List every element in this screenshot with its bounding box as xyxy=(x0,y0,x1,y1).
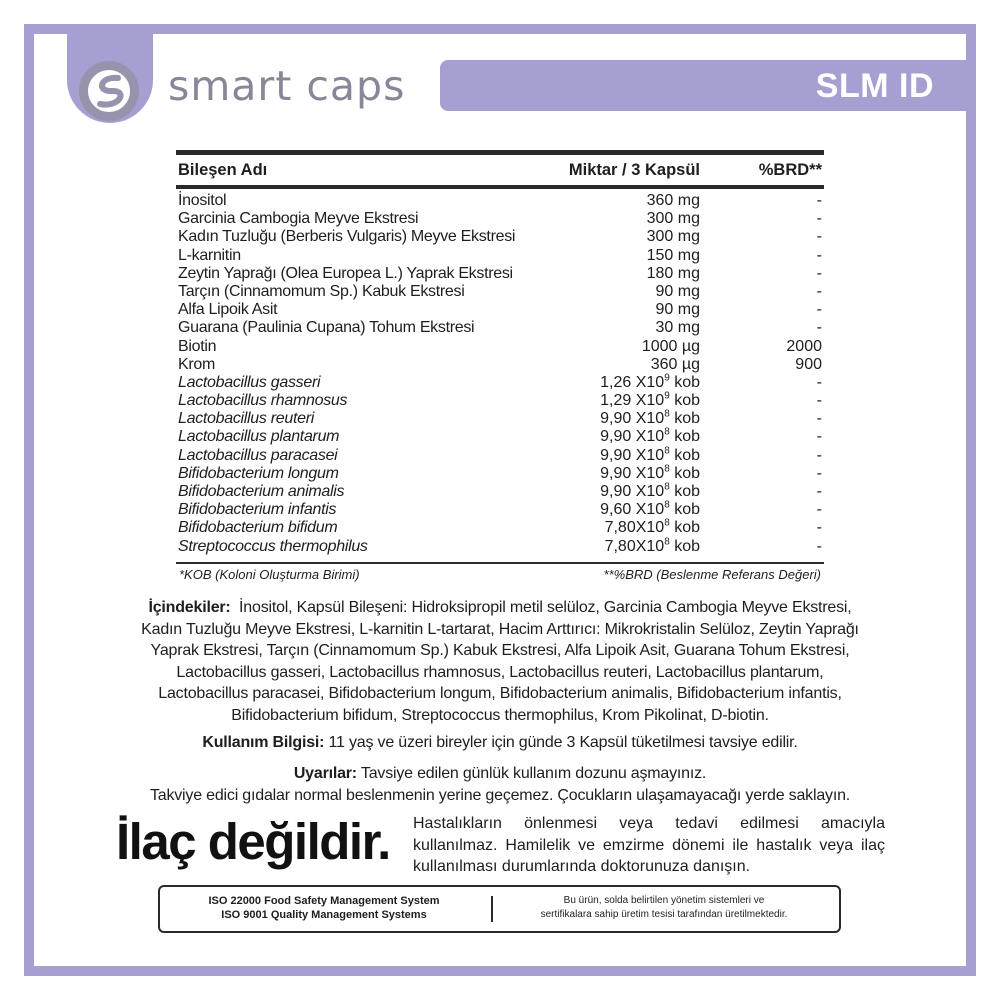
amount-unit: kob xyxy=(669,428,700,446)
product-name: SLM ID xyxy=(815,67,934,105)
iso-list xyxy=(180,894,468,922)
table-row xyxy=(176,319,824,337)
ingredient-name: L-karnitin xyxy=(178,246,241,264)
ingredient-amount xyxy=(534,374,700,392)
ingredient-brd: - xyxy=(816,537,822,555)
ingredients-line: Yaprak Ekstresi, Tarçın (Cinnamomum Sp.) Kabuk Ekstresi, Alfa Lipoik Asit, Guarana Tohum Ekstresi, xyxy=(150,642,850,659)
usage-section xyxy=(70,732,930,754)
column-header-brd: %BRD** xyxy=(758,160,822,179)
ingredient-name: Kadın Tuzluğu (Berberis Vulgaris) Meyve Ekstresi xyxy=(178,228,516,246)
ingredient-brd: - xyxy=(816,428,822,446)
usage-text: 11 yaş ve üzeri bireyler için günde 3 Kapsül tüketilmesi tavsiye edilir. xyxy=(328,734,798,751)
iso-22000: ISO 22000 Food Safety Management System xyxy=(208,895,440,907)
table-row xyxy=(176,465,824,483)
ingredient-amount xyxy=(534,538,700,556)
table-rule-bottom xyxy=(176,562,824,564)
ingredient-brd: - xyxy=(816,483,822,500)
amount-base: 9,60 X10 xyxy=(600,501,665,519)
table-row xyxy=(176,538,824,556)
ingredient-brd: - xyxy=(816,519,822,537)
ingredient-name: Garcinia Cambogia Meyve Ekstresi xyxy=(178,210,419,228)
ingredients-line: İnositol, Kapsül Bileşeni: Hidroksipropil metil selüloz, Garcinia Cambogia Meyve Ekstresi, xyxy=(239,599,852,616)
amount-unit: kob xyxy=(669,464,700,482)
ingredient-amount xyxy=(534,410,700,428)
column-header-name: Bileşen Adı xyxy=(178,160,268,179)
table-row xyxy=(176,428,824,446)
brand-name: smart caps xyxy=(168,62,406,110)
table-row xyxy=(176,356,824,374)
amount-base: 9,90 X10 xyxy=(600,464,665,482)
ingredient-amount xyxy=(534,428,700,446)
amount-base: 1,26 X10 xyxy=(600,373,665,391)
ingredient-brd: - xyxy=(816,301,822,319)
ingredient-name: Lactobacillus gasseri xyxy=(178,373,321,391)
amount-exponent: 8 xyxy=(664,518,670,530)
ingredient-name: Guarana (Paulinia Cupana) Tohum Ekstresi xyxy=(178,319,475,337)
table-row xyxy=(176,501,824,519)
table-row xyxy=(176,210,824,228)
ingredient-amount: 360 mg xyxy=(646,192,700,209)
ingredient-amount xyxy=(534,447,700,465)
logo-icon xyxy=(79,61,139,121)
certification-note xyxy=(505,894,823,922)
amount-base: 9,90 X10 xyxy=(600,428,665,446)
certification-box xyxy=(158,885,841,933)
amount-exponent: 8 xyxy=(664,499,670,511)
amount-base: 9,90 X10 xyxy=(600,410,665,428)
ingredient-brd: - xyxy=(816,373,822,391)
amount-base: 7,80X10 xyxy=(604,537,665,555)
product-bar xyxy=(440,60,968,111)
amount-unit: kob xyxy=(669,519,700,537)
amount-unit: kob xyxy=(669,537,700,555)
ingredient-name: Krom xyxy=(178,355,216,373)
ingredient-name: Tarçın (Cinnamomum Sp.) Kabuk Ekstresi xyxy=(178,282,465,300)
amount-unit: kob xyxy=(669,373,700,391)
ingredient-name: Bifidobacterium infantis xyxy=(178,501,337,519)
ingredient-name: Lactobacillus plantarum xyxy=(178,428,340,446)
amount-unit: kob xyxy=(669,446,700,464)
ingredients-label: İçindekiler: xyxy=(148,599,231,616)
ingredients-section xyxy=(70,597,930,726)
ingredient-amount: 30 mg xyxy=(655,319,700,337)
ingredient-brd: - xyxy=(816,410,822,428)
ingredient-name: Zeytin Yaprağı (Olea Europea L.) Yaprak Ekstresi xyxy=(178,264,513,282)
ingredients-line: Lactobacillus gasseri, Lactobacillus rhamnosus, Lactobacillus reuteri, Lactobacillus plantarum, xyxy=(176,663,824,681)
column-header-amount: Miktar / 3 Kapsül xyxy=(568,160,700,179)
certification-note-line: sertifikalara sahip üretim tesisi tarafından üretilmektedir. xyxy=(540,909,788,920)
ingredient-brd: - xyxy=(816,392,822,410)
table-row xyxy=(176,283,824,301)
ingredient-brd: - xyxy=(816,192,822,209)
ingredient-amount: 90 mg xyxy=(655,301,700,319)
ingredient-brd: - xyxy=(816,319,822,337)
usage-label: Kullanım Bilgisi: xyxy=(202,734,325,751)
table-row xyxy=(176,192,824,210)
ingredient-brd: - xyxy=(816,264,822,282)
ingredient-name: İnositol xyxy=(178,192,227,209)
ingredient-amount: 300 mg xyxy=(646,210,700,228)
ingredient-amount: 300 mg xyxy=(646,228,700,246)
ingredient-brd: - xyxy=(816,446,822,464)
ingredient-brd: - xyxy=(816,464,822,482)
nutrition-table xyxy=(176,150,824,582)
ingredient-name: Lactobacillus reuteri xyxy=(178,410,314,428)
table-row xyxy=(176,265,824,283)
ingredient-name: Lactobacillus paracasei xyxy=(178,446,338,464)
divider xyxy=(491,896,493,922)
ingredient-amount xyxy=(534,519,700,537)
footnote-kob: *KOB (Koloni Oluşturma Birimi) xyxy=(179,566,360,582)
ingredient-brd: 2000 xyxy=(786,337,822,355)
table-row xyxy=(176,447,824,465)
ingredient-name: Lactobacillus rhamnosus xyxy=(178,392,348,410)
amount-unit: kob xyxy=(669,483,700,500)
ingredient-name: Streptococcus thermophilus xyxy=(178,537,368,555)
ingredient-brd: - xyxy=(816,246,822,264)
ingredient-amount xyxy=(534,501,700,519)
ingredients-line: Lactobacillus paracasei, Bifidobacterium longum, Bifidobacterium animalis, Bifidobacterium infantis, xyxy=(158,685,842,702)
amount-unit: kob xyxy=(669,501,700,519)
amount-exponent: 9 xyxy=(664,372,670,384)
table-row xyxy=(176,519,824,537)
warnings-section xyxy=(70,763,930,806)
amount-exponent: 8 xyxy=(664,445,670,457)
amount-exponent: 8 xyxy=(664,536,670,548)
amount-base: 7,80X10 xyxy=(604,519,665,537)
ingredients-line: Kadın Tuzluğu Meyve Ekstresi, L-karnitin L-tartarat, Hacim Arttırıcı: Mikrokristalin Selüloz, Zeytin Yaprağı xyxy=(141,620,859,638)
ingredients-line: Bifidobacterium bifidum, Streptococcus thermophilus, Krom Pikolinat, D-biotin. xyxy=(231,706,769,724)
ingredient-brd: - xyxy=(816,210,822,228)
ingredient-name: Bifidobacterium bifidum xyxy=(178,519,338,537)
not-medicine-text: Hastalıkların önlenmesi veya tedavi edilmesi amacıyla kullanılmaz. Hamilelik ve emzirme dönemi ile hastalık veya ilaç kullanılması durumlarında doktorunuza danışın. xyxy=(413,815,885,875)
ingredient-brd: 900 xyxy=(795,355,822,373)
table-body xyxy=(176,189,824,556)
table-footnotes xyxy=(176,567,824,582)
warnings-line: Takviye edici gıdalar normal beslenmenin yerine geçemez. Çocukların ulaşamayacağı yerde saklayın. xyxy=(149,786,851,804)
amount-unit: kob xyxy=(669,410,700,428)
amount-exponent: 8 xyxy=(664,481,670,493)
table-row xyxy=(176,374,824,392)
amount-base: 9,90 X10 xyxy=(600,483,665,500)
ingredient-brd: - xyxy=(816,501,822,519)
amount-unit: kob xyxy=(669,392,700,410)
ingredient-amount xyxy=(534,392,700,410)
ingredient-name: Bifidobacterium longum xyxy=(178,464,339,482)
table-row xyxy=(176,410,824,428)
warnings-label: Uyarılar: xyxy=(293,765,357,782)
amount-exponent: 9 xyxy=(664,390,670,402)
table-header xyxy=(176,155,824,185)
ingredient-amount: 180 mg xyxy=(646,264,700,282)
ingredient-brd: - xyxy=(816,228,822,246)
ingredient-brd: - xyxy=(816,282,822,300)
ingredient-name: Bifidobacterium animalis xyxy=(178,483,345,500)
amount-base: 9,90 X10 xyxy=(600,446,665,464)
amount-exponent: 8 xyxy=(664,427,670,439)
table-row xyxy=(176,228,824,246)
table-row xyxy=(176,338,824,356)
table-row xyxy=(176,301,824,319)
iso-9001: ISO 9001 Quality Management Systems xyxy=(221,909,427,921)
not-medicine-title: İlaç değildir. xyxy=(116,813,390,870)
ingredient-name: Alfa Lipoik Asit xyxy=(178,301,278,319)
table-row xyxy=(176,392,824,410)
ingredient-amount xyxy=(534,465,700,483)
amount-exponent: 8 xyxy=(664,408,670,420)
ingredient-amount: 150 mg xyxy=(646,246,700,264)
warnings-line: Tavsiye edilen günlük kullanım dozunu aşmayınız. xyxy=(360,765,707,782)
ingredient-amount: 90 mg xyxy=(655,282,700,300)
table-row xyxy=(176,483,824,501)
certification-note-line: Bu ürün, solda belirtilen yönetim sistemleri ve xyxy=(563,895,765,906)
table-row xyxy=(176,247,824,265)
amount-base: 1,29 X10 xyxy=(600,392,665,410)
ingredient-amount: 360 µg xyxy=(650,355,700,373)
footnote-brd: **%BRD (Beslenme Referans Değeri) xyxy=(603,566,821,582)
ingredient-amount: 1000 µg xyxy=(641,337,700,355)
ingredient-amount xyxy=(534,483,700,501)
ingredient-name: Biotin xyxy=(178,337,217,355)
amount-exponent: 8 xyxy=(664,463,670,475)
